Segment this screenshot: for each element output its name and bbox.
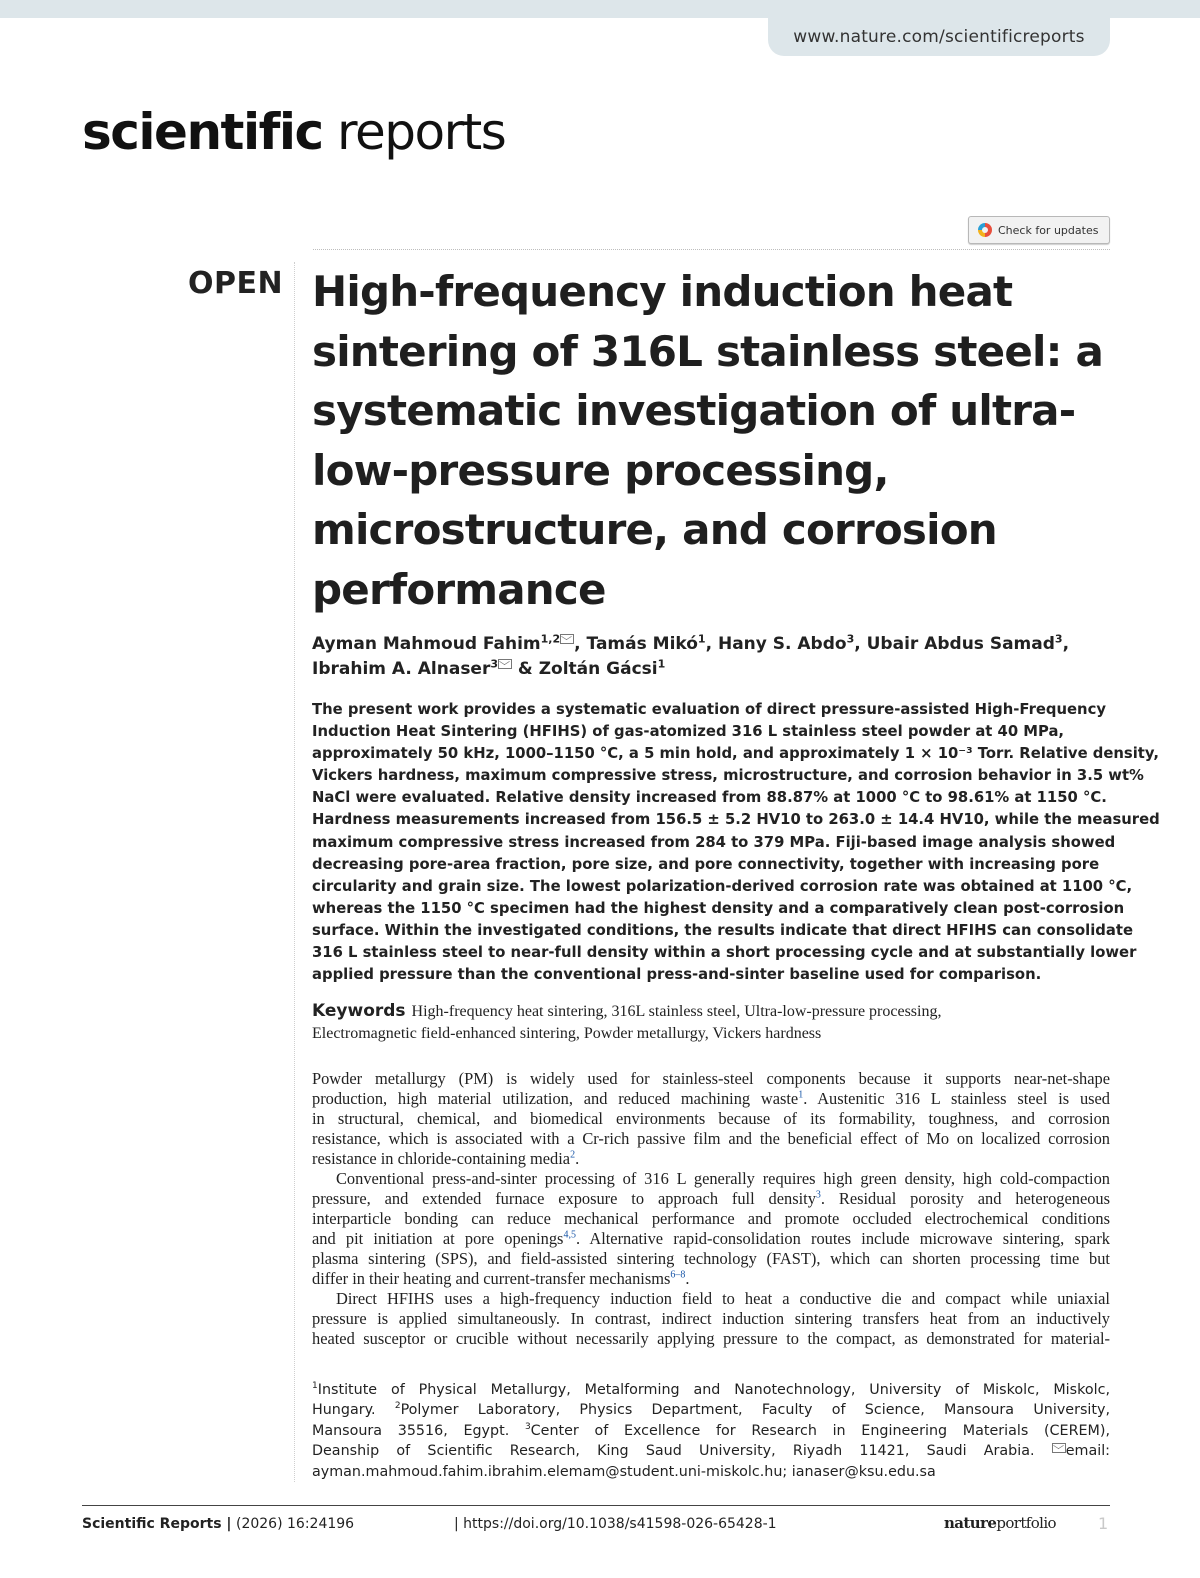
paragraph-line xyxy=(312,1289,1110,1309)
author-affiliation-sup: 3 xyxy=(846,632,855,646)
paragraph-line xyxy=(312,1129,1110,1149)
envelope-icon[interactable] xyxy=(498,659,512,669)
paragraph-line xyxy=(312,1169,1110,1189)
line-text: Institute of Physical Metallurgy, Metalforming and Nanotechnology, University of Miskolc, Miskolc, xyxy=(317,1382,1110,1398)
line-text: plasma sintering (SPS), and field-assisted sintering technology (FAST), which can shorten processing time but xyxy=(312,1249,1110,1268)
publisher-light-text: portfolio xyxy=(996,1514,1056,1532)
line-text: . Alternative rapid-consolidation routes include microwave sintering, spark xyxy=(575,1229,1110,1248)
line-text: ayman.mahmoud.fahim.ibrahim.elemam@student.uni-miskolc.hu; ianaser@ksu.edu.sa xyxy=(312,1463,936,1480)
abstract-line: Vickers hardness, maximum compressive stress, microstructure, and corrosion behavior in 3.5 wt% xyxy=(312,767,1144,785)
affiliation-line xyxy=(312,1400,1110,1420)
journal-logo[interactable] xyxy=(82,100,505,164)
author-separator: , xyxy=(854,634,867,654)
check-for-updates-label: Check for updates xyxy=(998,223,1099,237)
keywords-line: Electromagnetic field-enhanced sintering, Powder metallurgy, Vickers hardness xyxy=(312,1025,822,1042)
envelope-icon xyxy=(1052,1443,1066,1453)
author-affiliation-sup: 3 xyxy=(1054,632,1063,646)
line-text: Hungary. xyxy=(312,1402,395,1419)
author-list xyxy=(312,632,1112,682)
affiliation-sup: 1 xyxy=(312,1381,318,1392)
envelope-icon[interactable] xyxy=(560,634,574,644)
abstract-line: NaCl were evaluated. Relative density increased from 88.87% at 1000 °C to 98.61% at 1150 °C. xyxy=(312,789,1107,807)
keywords-line xyxy=(312,1000,1110,1023)
author-name[interactable]: Ibrahim A. Alnaser xyxy=(312,659,491,679)
author-name[interactable]: Ayman Mahmoud Fahim xyxy=(312,634,541,654)
open-access-label: OPEN xyxy=(188,266,284,301)
line-text: Deanship of Scientific Research, King Saud University, Riyadh 11421, Saudi Arabia. xyxy=(312,1443,1052,1460)
journal-url-link[interactable]: www.nature.com/scientificreports xyxy=(768,18,1110,56)
affiliation-sup: 2 xyxy=(394,1401,401,1412)
abstract-line: The present work provides a systematic evaluation of direct pressure-assisted High-Frequency xyxy=(312,701,1107,718)
author-name[interactable]: Zoltán Gácsi xyxy=(538,659,658,679)
abstract xyxy=(312,699,1160,986)
line-text: Mansoura 35516, Egypt. xyxy=(312,1422,525,1439)
paragraph-line xyxy=(312,1109,1110,1129)
keywords-label: Keywords xyxy=(312,1001,406,1021)
line-text: resistance, which is associated with a Cr-rich passive film and the beneficial effect of Mo on localized corrosion xyxy=(312,1129,1110,1148)
author-name[interactable]: Hany S. Abdo xyxy=(717,634,847,654)
paragraph-line xyxy=(312,1069,1110,1089)
author-affiliation-sup: 1 xyxy=(697,632,706,646)
keywords-text: High-frequency heat sintering, 316L stainless steel, Ultra-low-pressure processing, xyxy=(411,1003,942,1020)
author-affiliation-sup: 1,2 xyxy=(540,632,561,646)
line-text: in structural, chemical, and biomedical environments because of its formability, toughness, and corrosion xyxy=(312,1109,1110,1128)
top-banner xyxy=(0,0,1200,18)
author-affiliation-sup: 3 xyxy=(490,657,499,671)
abstract-line: 316 L stainless steel to near-full density within a short processing cycle and at substantially lower xyxy=(312,944,1137,962)
author-name[interactable]: Tamás Mikó xyxy=(586,634,698,654)
crossmark-icon xyxy=(978,223,992,237)
line-text: Powder metallurgy (PM) is widely used for stainless-steel components because it supports near-net-shape xyxy=(312,1069,1110,1088)
check-for-updates-button[interactable] xyxy=(968,216,1110,244)
affiliations xyxy=(312,1380,1110,1482)
logo-bold-text: scientific xyxy=(82,103,323,161)
nature-portfolio-logo[interactable] xyxy=(944,1514,1056,1532)
affiliation-sup: 3 xyxy=(524,1422,531,1433)
abstract-line: Hardness measurements increased from 156.5 ± 5.2 HV10 to 263.0 ± 14.4 HV10, while the measured xyxy=(312,811,1160,829)
line-text: Direct HFIHS uses a high-frequency induction field to heat a conductive die and compact while uniaxial xyxy=(336,1289,1110,1308)
column-divider xyxy=(294,262,295,1482)
line-text: pressure, and extended furnace exposure to approach full density xyxy=(312,1189,816,1208)
article-title: High-frequency induction heat sintering of 316L stainless steel: a systematic investigation of ultra-low-pressure processing, microstructure, and corrosion performance xyxy=(312,267,1103,614)
paragraph-line xyxy=(312,1249,1110,1269)
publisher-bold-text: nature xyxy=(944,1514,997,1532)
reference-link[interactable]: 1 xyxy=(798,1089,804,1101)
page-number: 1 xyxy=(1098,1514,1109,1533)
line-text: production, high material utilization, and reduced machining waste xyxy=(312,1089,799,1108)
paragraph-line xyxy=(312,1309,1110,1329)
header-divider xyxy=(313,249,1110,250)
reference-link[interactable]: 3 xyxy=(815,1189,821,1201)
affiliation-line xyxy=(312,1441,1110,1461)
line-text: . xyxy=(685,1269,690,1288)
abstract-line: applied pressure than the conventional press-and-sinter baseline used for comparison. xyxy=(312,966,1042,984)
line-text[interactable]: email: xyxy=(1065,1443,1110,1460)
author-separator: , xyxy=(574,634,587,654)
reference-link[interactable]: 4,5 xyxy=(563,1229,576,1241)
footer-divider xyxy=(82,1505,1110,1506)
paragraph-line xyxy=(312,1189,1110,1209)
line-text: Polymer Laboratory, Physics Department, Faculty of Science, Mansoura University, xyxy=(400,1402,1110,1419)
affiliation-line xyxy=(312,1380,1110,1400)
line-text: . Austenitic 316 L stainless steel is used xyxy=(803,1089,1110,1108)
reference-link[interactable]: 6–8 xyxy=(670,1269,686,1281)
line-text: . Residual porosity and heterogeneous xyxy=(820,1189,1110,1208)
line-text: interparticle bonding can reduce mechanical performance and promote occluded electrochemical conditions xyxy=(312,1209,1110,1228)
line-text: Center of Excellence for Research in Engineering Materials (CEREM), xyxy=(530,1422,1110,1439)
footer-journal-name: Scientific Reports | xyxy=(82,1516,232,1532)
line-text: differ in their heating and current-transfer mechanisms xyxy=(312,1269,671,1288)
affiliation-line xyxy=(312,1462,1110,1482)
footer-doi-link[interactable]: | https://doi.org/10.1038/s41598-026-65428-1 xyxy=(454,1516,777,1532)
paragraph-line xyxy=(312,1209,1110,1229)
paragraph-line xyxy=(312,1329,1110,1349)
affiliation-line xyxy=(312,1421,1110,1441)
paragraph-line xyxy=(312,1149,1110,1169)
body-text xyxy=(312,1069,1110,1349)
abstract-line: surface. Within the investigated conditions, the results indicate that direct HFIHS can consolidate xyxy=(312,921,1133,939)
line-text: pressure is applied simultaneously. In contrast, indirect induction sintering transfers heat from an inductively xyxy=(312,1309,1110,1328)
author-separator: , xyxy=(705,634,718,654)
keywords xyxy=(312,1000,1110,1045)
abstract-line: decreasing pore-area fraction, pore size, and pore connectivity, together with increasing pore xyxy=(312,855,1100,873)
abstract-line: circularity and grain size. The lowest polarization-derived corrosion rate was obtained at 1100 °C, xyxy=(312,877,1133,895)
line-text: and pit initiation at pore openings xyxy=(312,1229,564,1248)
author-separator: & xyxy=(512,659,539,679)
abstract-line: maximum compressive stress increased from 284 to 379 MPa. Fiji-based image analysis showed xyxy=(312,833,1116,851)
paragraph-line xyxy=(312,1089,1110,1109)
abstract-line: whereas the 1150 °C specimen had the highest density and a comparatively clean post-corrosion xyxy=(312,899,1125,917)
reference-link[interactable]: 2 xyxy=(570,1149,576,1161)
author-separator: , xyxy=(1062,634,1070,654)
footer-citation: (2026) 16:24196 xyxy=(236,1516,355,1532)
abstract-line: approximately 50 kHz, 1000–1150 °C, a 5 min hold, and approximately 1 × 10⁻³ Torr. Relative density, xyxy=(312,745,1159,763)
author-affiliation-sup: 1 xyxy=(657,657,666,671)
line-text: heated susceptor or crucible without necessarily applying pressure to the compact, as demonstrated for material- xyxy=(312,1329,1110,1348)
paragraph-line xyxy=(312,1269,1110,1289)
line-text: Conventional press-and-sinter processing of 316 L generally requires high green density, high cold-compaction xyxy=(336,1169,1110,1188)
paragraph-line xyxy=(312,1229,1110,1249)
abstract-line: Induction Heat Sintering (HFIHS) of gas-atomized 316 L stainless steel powder at 40 MPa, xyxy=(312,723,1065,741)
line-text: resistance in chloride-containing media xyxy=(312,1149,571,1168)
author-name[interactable]: Ubair Abdus Samad xyxy=(866,634,1055,654)
line-text: . xyxy=(575,1149,580,1168)
logo-light-text: reports xyxy=(337,103,506,161)
